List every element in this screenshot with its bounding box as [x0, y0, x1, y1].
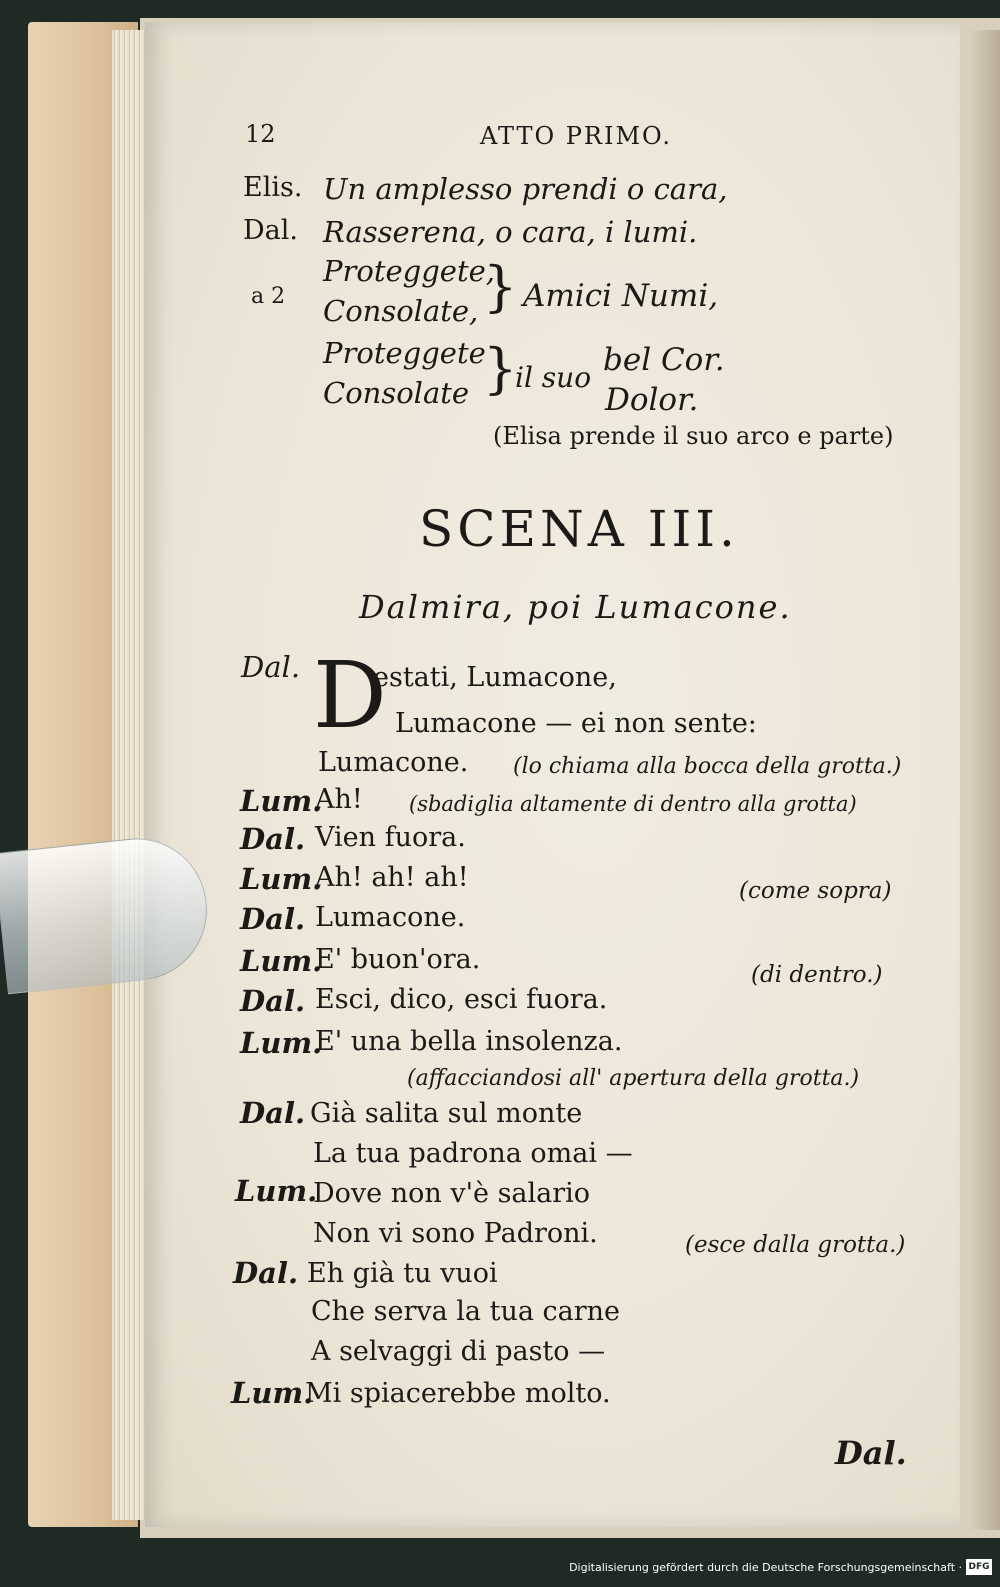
speaker-label: Dal.: [241, 650, 301, 684]
speaker-label: Dal.: [240, 1096, 306, 1130]
speaker-label: Lum.: [240, 944, 323, 978]
verse-line: Consolate: [323, 376, 470, 410]
verse-line: Lumacone — ei non sente:: [395, 708, 757, 739]
verse-line: Proteggete: [323, 336, 486, 370]
speaker-label: Lum.: [235, 1174, 318, 1208]
running-title: ATTO PRIMO.: [480, 122, 672, 150]
stage-direction: (Elisa prende il suo arco e parte): [493, 422, 894, 450]
verse-line: Mi spiacerebbe molto.: [305, 1378, 611, 1409]
verse-line: Amici Numi,: [523, 278, 719, 314]
stage-direction: (esce dalla grotta.): [685, 1232, 906, 1258]
dfg-logo: DFG: [966, 1559, 992, 1575]
speaker-label: Dal.: [240, 822, 306, 856]
page-edge-right: [970, 30, 1000, 1530]
verse-line: Ah!: [315, 784, 363, 815]
verse-line: il suo: [515, 361, 592, 394]
stage-direction: (affacciandosi all' apertura della grotta.): [407, 1066, 860, 1091]
stage-direction: (di dentro.): [751, 962, 883, 988]
speaker-label: Dal.: [240, 984, 306, 1018]
speaker-label: Dal.: [233, 1256, 299, 1290]
speaker-label: Lum.: [240, 1026, 323, 1060]
page-number: 12: [245, 120, 276, 148]
verse-line: Che serva la tua carne: [311, 1296, 621, 1327]
a2-label: a 2: [251, 284, 286, 309]
verse-line: estati, Lumacone,: [373, 662, 617, 693]
verse-line: Rasserena, o cara, i lumi.: [323, 215, 698, 249]
funding-credit: Digitalisierung gefördert durch die Deutsche Forschungsgemeinschaft ·: [569, 1561, 962, 1574]
speaker-label: Elis.: [243, 172, 303, 203]
verse-line: Dolor.: [605, 382, 699, 418]
speaker-label: Dal.: [240, 902, 306, 936]
scene-characters: Dalmira, poi Lumacone.: [359, 588, 792, 626]
verse-line: A selvaggi di pasto —: [311, 1336, 606, 1367]
verse-line: Lumacone.: [315, 902, 466, 933]
verse-line: Esci, dico, esci fuora.: [315, 984, 608, 1015]
verse-line: Consolate,: [323, 294, 479, 328]
verse-line: Un amplesso prendi o cara,: [323, 172, 728, 206]
verse-line: La tua padrona omai —: [313, 1138, 633, 1169]
verse-line: Non vi sono Padroni.: [313, 1218, 598, 1249]
verse-line: E' una bella insolenza.: [315, 1026, 623, 1057]
scene-title: SCENA III.: [419, 500, 739, 558]
stage-direction: (sbadiglia altamente di dentro alla grotta): [409, 792, 857, 816]
speaker-label: Dal.: [243, 215, 298, 246]
verse-line: Lumacone.: [318, 747, 469, 778]
speaker-label: Lum.: [240, 784, 323, 818]
stage-direction: (lo chiama alla bocca della grotta.): [513, 754, 902, 779]
verse-line: Eh già tu vuoi: [307, 1258, 498, 1289]
footer-bar: [0, 1553, 1000, 1587]
verse-line: Già salita sul monte: [310, 1098, 583, 1129]
drop-cap: D: [313, 642, 387, 749]
book-page: [145, 22, 960, 1527]
verse-line: Proteggete,: [323, 254, 495, 288]
verse-line: Vien fuora.: [315, 822, 466, 853]
brace: }: [483, 255, 518, 318]
stage-direction: (come sopra): [739, 878, 892, 904]
verse-line: Ah! ah! ah!: [315, 862, 469, 893]
verse-line: E' buon'ora.: [315, 944, 481, 975]
verse-line: Dove non v'è salario: [313, 1178, 591, 1209]
speaker-label: Lum.: [231, 1376, 314, 1410]
catchword: Dal.: [835, 1434, 907, 1472]
speaker-label: Lum.: [240, 862, 323, 896]
brace: }: [483, 337, 518, 400]
verse-line: bel Cor.: [603, 342, 725, 378]
